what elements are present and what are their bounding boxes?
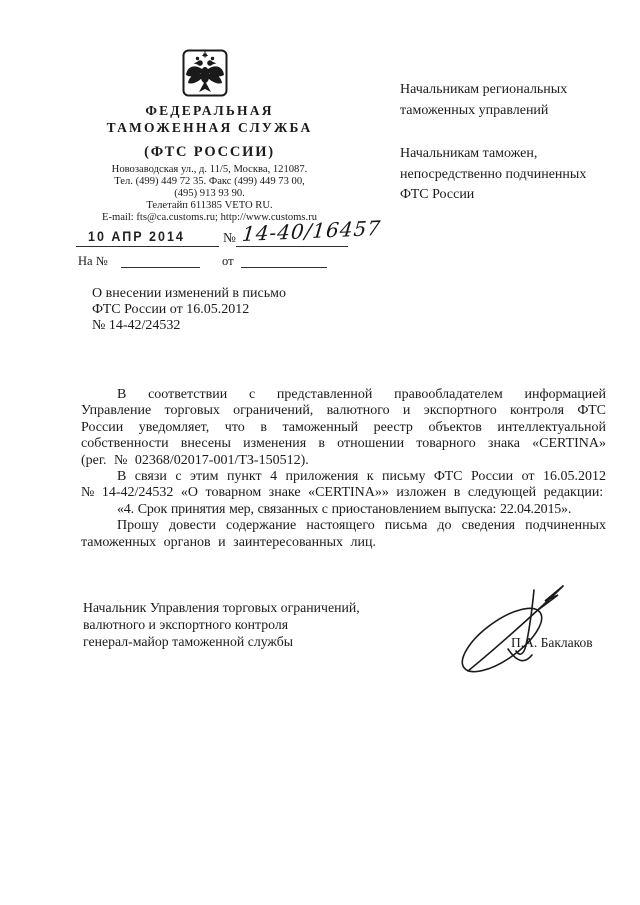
number-underline	[236, 246, 348, 247]
subject-block	[92, 286, 372, 334]
address-line: Тел. (499) 449 72 35. Факс (499) 449 73 00,	[114, 175, 305, 187]
handwritten-outgoing-number: 14-40/16457	[241, 215, 383, 246]
date-stamp: 10 АПР 2014	[88, 229, 185, 245]
signoff-line: Начальник Управления торговых ограничений,	[83, 600, 360, 615]
reply-date-label: от	[222, 254, 234, 268]
address-line: Новозаводская ул., д. 11/5, Москва, 121087.	[111, 164, 308, 175]
handwritten-signature-icon	[450, 577, 605, 679]
recipient-line: непосредственно подчиненных	[400, 166, 587, 182]
recipient-line: Начальникам региональных	[400, 82, 568, 97]
recipient-line: таможенных управлений	[400, 102, 549, 118]
address-line: (495) 913 93 90.	[174, 187, 245, 199]
body-paragraph: В соответствии с представленной правообладателем информацией Управление торговых ограничений, валютного и экспортного контроля ФТС России уведомляет, что в таможенный реестр объектов интеллектуальной собственности внесены изменения в отношении товарного знака «CERTINA» (рег. № 02368/02017-001/ТЗ-150512).	[81, 387, 606, 468]
letter-body	[81, 387, 606, 551]
date-underline	[76, 246, 219, 247]
letterhead-org-name	[52, 102, 367, 161]
letterhead-address	[52, 164, 367, 224]
reply-number-label: На №	[78, 254, 108, 268]
address-line: Телетайп 611385 VETO RU.	[146, 199, 273, 211]
signoff-line: валютного и экспортного контроля	[83, 616, 289, 632]
body-paragraph: «4. Срок принятия мер, связанных с приостановлением выпуска: 22.04.2015».	[117, 501, 572, 517]
recipient-line: Начальникам таможен,	[400, 146, 538, 161]
body-paragraph: Прошу довести содержание настоящего письма до сведения подчиненных таможенных органов и заинтересованных лиц.	[81, 518, 606, 550]
subject-line: № 14-42/24532	[92, 318, 181, 333]
body-paragraph: В связи с этим пункт 4 приложения к письму ФТС России от 16.05.2012 № 14-42/24532 «О товарном знаке «CERTINA»» изложен в следующей редакции:	[81, 469, 606, 501]
subject-line: О внесении изменений в письмо	[92, 286, 286, 301]
recipients-block	[400, 80, 620, 206]
reply-date-blank-line	[241, 267, 327, 268]
signoff-block	[83, 600, 423, 650]
number-label: №	[223, 230, 236, 245]
org-name-line: ТАМОЖЕННАЯ СЛУЖБА	[106, 120, 313, 135]
signer-name: П.А. Баклаков	[511, 635, 593, 650]
double-headed-eagle-emblem-icon	[182, 49, 228, 99]
signoff-line: генерал-майор таможенной службы	[83, 633, 294, 649]
address-line: E-mail: fts@ca.customs.ru; http://www.customs.ru	[101, 211, 318, 223]
org-name-line: ФЕДЕРАЛЬНАЯ	[145, 103, 274, 118]
subject-line: ФТС России от 16.05.2012	[92, 302, 250, 317]
org-abbr: (ФТС РОССИИ)	[144, 144, 275, 160]
reply-number-blank-line	[121, 267, 200, 268]
recipient-line: ФТС России	[400, 187, 475, 202]
